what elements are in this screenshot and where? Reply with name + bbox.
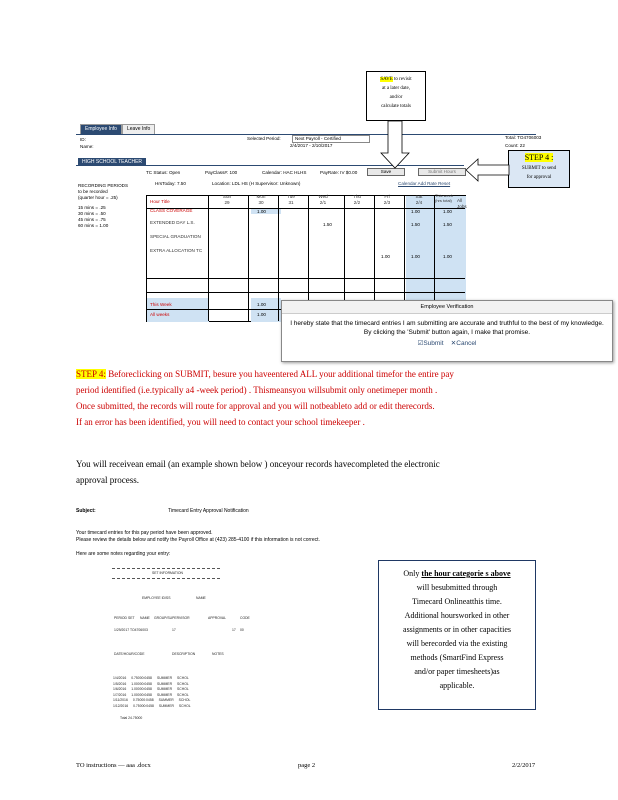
report-total: Total 24.75000 (120, 716, 143, 720)
count-label: Count: 22 (505, 143, 525, 148)
dialog-buttons (282, 339, 612, 347)
row-all-total: 1.00 (443, 254, 452, 259)
location-line: Location: LDL HS (H Supervisor: Unknown) (212, 181, 301, 186)
report-detail-row: 1/12/2016 0.75000:0458 SUMMER SCHOL (113, 703, 191, 708)
save-callout-keyword: SAVE (380, 77, 393, 82)
note-underlined: the hour categorie s above (421, 569, 511, 578)
email-line: Please review the details below and notify the Payroll Office at (423) 285-4100 if this information is not correct. (76, 537, 320, 543)
col-head-tue: Tue 31 (287, 194, 295, 205)
note-line: 30 mins = .50 (78, 211, 106, 216)
report-set-cell: TO4706003 (130, 628, 148, 632)
all-weeks-row-label: All weeks (150, 312, 170, 317)
note-line: 15 mins = .25 (78, 205, 106, 210)
report-detail-row: 1/11/2016 0.75000:0458 SUMMER SCHOL (113, 698, 191, 703)
employee-verification-dialog (281, 300, 613, 362)
col-head-thu: Thu 2/2 (353, 194, 361, 205)
email-intro-line: approval process. (76, 475, 139, 485)
step4-callout-text: for approval (526, 175, 552, 180)
save-callout (366, 71, 426, 121)
tc-status: TC Status: Open (146, 170, 181, 175)
id-label: ID: (80, 137, 86, 142)
row-value[interactable]: 1.00 (257, 209, 266, 214)
role-tab[interactable]: HIGH SCHOOL TEACHER (78, 158, 146, 166)
report-detail-header: DESCRIPTION (172, 652, 196, 656)
col-head-fri: Fri 2/3 (383, 194, 391, 205)
total-label: Total: TO4706003 (505, 135, 542, 140)
save-callout-text: and/or (389, 95, 403, 100)
step4-label: STEP 4: (76, 369, 106, 379)
footer-date: 2/2/2017 (512, 762, 536, 769)
pay-class: PayClass#: 100 (205, 170, 238, 175)
tab-bar (80, 124, 155, 134)
col-sun (209, 196, 249, 321)
hours-today: HrsToday: 7.50 (155, 181, 186, 186)
row-value[interactable]: 1.50 (323, 222, 332, 227)
recording-notes (78, 183, 128, 229)
body-rule (147, 278, 465, 279)
selected-period-label: Selected Period: (247, 136, 281, 141)
note-line: 60 mins = 1.00 (78, 223, 109, 228)
tab-leave-info[interactable]: Leave Info (122, 124, 155, 134)
report-set-header: PERIOD (114, 616, 127, 620)
report-detail-header: NOTES (212, 652, 224, 656)
all-jobs-header: All Jobs (457, 198, 467, 209)
report-set-cell: 1/29/2017 (114, 628, 130, 632)
note-text: methods (SmartFind Express (410, 653, 504, 662)
note-line: (quarter hour = .25) (78, 195, 118, 200)
note-line: to be recorded (78, 189, 108, 194)
step4-paragraph (76, 366, 596, 430)
step4-arrow-icon (466, 158, 510, 182)
this-week-row-label: This Week (150, 302, 172, 307)
step4-callout (508, 150, 570, 188)
report-detail-row: 1/6/2016 1.00000:0458 SUMMER SCHOL (113, 687, 189, 692)
footer-filename: TO instructions — aaa .docx (76, 762, 151, 769)
report-detail-header: DATE/HOUR/CODE (114, 652, 145, 656)
report-set-header: CODE (240, 616, 250, 620)
report-set-header: SET (128, 616, 135, 620)
note-text: will berecorded via the existing (406, 639, 508, 648)
email-intro-line: You will receivean email (an example shown below ) onceyour records havecompleted the electronic (76, 459, 440, 469)
tab-employee-info[interactable]: Employee Info (80, 124, 122, 134)
note-line: RECORDING PERIODS (78, 183, 129, 188)
report-set-header: APPROVAL (208, 616, 227, 620)
row-label-extended-day: EXTENDED DAY L.S. (150, 220, 195, 225)
this-week-header: This week (hrs total) (435, 193, 454, 203)
note-text: Only (403, 569, 420, 578)
note-line: 45 mins = .75 (78, 217, 106, 222)
email-intro-paragraph (76, 456, 596, 488)
row-week-total: 1.00 (411, 209, 420, 214)
report-set-cell: 00 (240, 628, 244, 632)
report-set-header: GROUP/SUPERVISOR (154, 616, 190, 620)
save-callout-text: to revisit (394, 77, 412, 82)
footer-page: page 2 (298, 762, 316, 769)
step4-callout-text: SUBMIT to send (521, 166, 557, 171)
email-subject-label: Subject: (76, 508, 96, 514)
col-head-mon: Mon 30 (256, 194, 266, 205)
period-dates: 2/4/2017 - 2/10/2017 (290, 143, 333, 148)
period-select[interactable]: Next Payroll - Certified (292, 135, 370, 143)
save-callout-text: at a later date, (381, 86, 411, 91)
note-text: will besubmitted through (416, 583, 498, 592)
col-head-sun: Sun 29 (222, 194, 232, 205)
note-text: and/or paper timesheets)as (414, 667, 500, 676)
dialog-title: Employee Verification (282, 301, 612, 314)
note-text: assignments or in other capacities (403, 625, 511, 634)
report-detail-rows (113, 676, 223, 710)
dialog-submit-button[interactable]: Submit (423, 340, 444, 347)
step4-line: If an error has been identified, you will need to contact your school timekeeper . (76, 417, 365, 427)
report-section-title: SET INFORMATION (152, 571, 183, 575)
this-week-total: 1.00 (257, 302, 266, 307)
col-head-sat: Sat 2/4 (415, 194, 423, 205)
calendar-links[interactable]: Calendar Add Rate Reset (398, 181, 451, 186)
report-rule (112, 578, 220, 579)
save-button[interactable]: Save (367, 168, 405, 176)
step4-line: Beforeclicking on SUBMIT, besure you haveentered ALL your additional timefor the entire pay (108, 369, 454, 379)
note-text: applicable. (439, 681, 475, 690)
row-value[interactable]: 1.00 (381, 254, 390, 259)
row-label-special-graduation: SPECIAL GRADUATION (150, 234, 201, 239)
close-icon: ✕ (450, 340, 457, 347)
report-set-header: NAME (140, 616, 150, 620)
row-all-total: 1.50 (443, 222, 452, 227)
note-text: Additional hoursworked in other (404, 611, 510, 620)
save-arrow-icon (380, 121, 410, 169)
body-rule-2 (147, 292, 465, 293)
row-label-class-coverage: CLASS COVERAGE (150, 208, 193, 213)
all-weeks-total: 1.00 (257, 312, 266, 317)
hour-title-header: Hour Title (150, 199, 170, 204)
col-head-wed: Wed 2/1 (318, 194, 328, 205)
dialog-message: I hereby state that the timecard entries I am submitting are accurate and truthful to the best of my knowledge. By clicking the 'Submit' button again, I make that promise. (290, 320, 604, 336)
step4-line: Once submitted, the records will route for approval and you will notbeableto add or edit therecords. (76, 401, 435, 411)
report-set-cell: 17 (232, 628, 236, 632)
email-line: Here are some notes regarding your entry: (76, 551, 171, 557)
name-label: Name: (80, 144, 94, 149)
save-callout-text: calculate totals (381, 104, 411, 109)
submit-hours-button[interactable]: Submit Hours (418, 168, 466, 176)
report-detail-row: 1/4/2016 0.75000:0458 SUMMER SCHOL (113, 676, 189, 680)
pay-rate: PayRate: IV $0.00 (320, 170, 358, 175)
calendar: Calendar: HAC HLHS (262, 170, 307, 175)
email-subject-value: Timecard Entry Approval Notification (168, 508, 249, 514)
email-line: Your timecard entries for this pay period have been approved. (76, 530, 213, 536)
report-set-cell: 17 (172, 628, 176, 632)
step4-line: period identified (i.e.typically a4 -week period) . Thismeansyou willsubmit only onetimeper month . (76, 385, 438, 395)
report-emp-header: EMPLOYEE ID/SS (142, 596, 171, 600)
hour-categories-note (378, 560, 536, 710)
row-label-extra-allocation: EXTRA ALLOCATION TC (150, 248, 203, 253)
report-detail-row: 1/7/2016 1.00000:0458 SUMMER SCHOL (113, 692, 189, 697)
row-week-total: 1.00 (411, 254, 420, 259)
report-rule (112, 568, 220, 569)
dialog-cancel-button[interactable]: Cancel (456, 340, 477, 347)
check-icon: ☑ (417, 340, 424, 347)
note-text: Timecard Onlineatthis time. (412, 597, 502, 606)
step4-callout-title: STEP 4 : (524, 153, 554, 162)
row-week-total: 1.50 (411, 222, 420, 227)
row-all-total: 1.00 (443, 209, 452, 214)
report-emp-header: NAME (196, 596, 206, 600)
report-detail-row: 1/5/2016 1.00000:0458 SUMMER SCHOL (113, 681, 189, 686)
